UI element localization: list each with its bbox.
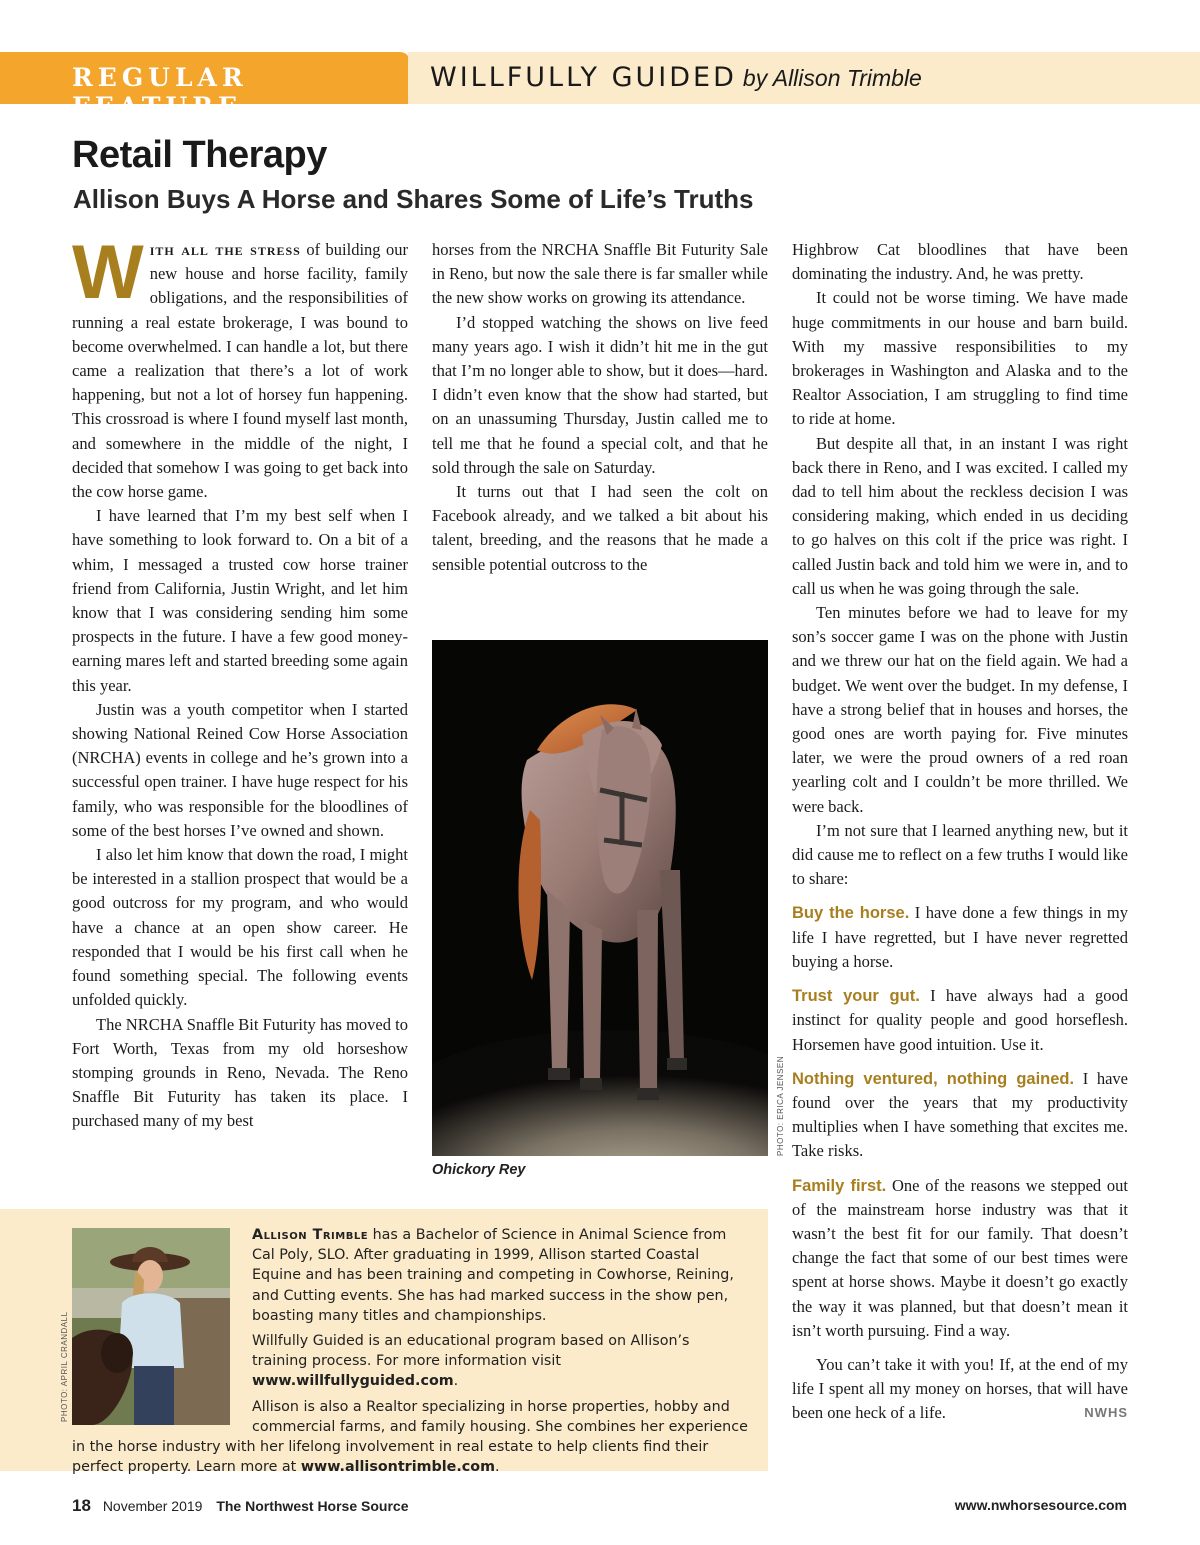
horse-photo-illustration [432, 640, 768, 1156]
page-number: 18 [72, 1496, 91, 1515]
truth-body: One of the reasons we stepped out of the mainstream horse industry was that it wasn’t the best fit for our family. That doesn’t change the fact that some of our best times were spent at horse shows. Maybe it doesn’t go exactly the way it was planned, but that doesn’t mean it isn’t worth pursuing. Find a way. [792, 1175, 1128, 1340]
closing-text: You can’t take it with you! If, at the end of my life I spent all my money on horses, that will have been one heck of a life. [792, 1354, 1128, 1423]
article-column-1 [72, 230, 408, 1134]
author-bio-text [72, 1225, 748, 1482]
paragraph-7-continued: Highbrow Cat bloodlines that have been dominating the industry. And, he was pretty. [792, 240, 1128, 284]
author-photo-credit: PHOTO: APRIL CRANDALL [60, 1311, 69, 1422]
paragraph-10: Ten minutes before we had to leave for my son’s soccer game I was on the phone with Justin and we threw our hat on the field again. We had a budget. We went over the budget. In my defense, I have a strong belief that in houses and horses, the good ones are worth paying for. Five minutes later, we were the proud owners of a red roan yearling colt and I couldn’t be more thrilled. We were back. [792, 603, 1128, 816]
truth-body: I have always had a good instinct for quality people and good horseflesh. Horsemen have good intuition. Use it. [792, 986, 1129, 1054]
issue-date: November 2019 [102, 1498, 203, 1514]
horse-photo [432, 640, 768, 1156]
paragraph-8: It could not be worse timing. We have made huge commitments in our house and barn build. With my massive responsibilities to my brokerages in Washington and Alaska and to the Realtor Association, I am struggling to find time to ride at home. [792, 288, 1128, 429]
truth-item [792, 984, 1128, 1057]
article-title: Retail Therapy [72, 134, 327, 176]
page-footer [72, 1496, 1127, 1516]
truth-item [792, 1067, 1128, 1164]
article-column-2 [432, 238, 768, 628]
bio-paragraph-1-text: has a Bachelor of Science in Animal Science from Cal Poly, SLO. After graduating in 1999, Allison started Coastal Equine and has been training and competing in Cowhorse, Reining, and Cutting events. She has had marked success in the show pen, boasting many titles and championships. [252, 1227, 734, 1324]
truth-body: I have found over the years that my productivity multiplies when I have something that excites me. Take risks. [792, 1068, 1128, 1161]
photo-credit: PHOTO: ERICA JENSEN [776, 1055, 785, 1156]
closing-paragraph [792, 1353, 1128, 1426]
lead-in: ith all the stress [149, 240, 301, 259]
truth-body: I have done a few things in my life I have regretted, but I have never regretted buying a horse. [792, 903, 1128, 971]
bio-paragraph-3-text: Allison is also a Realtor specializing in horse properties, hobby and commercial farms, and family housing. She combines her experience in the horse industry with her lifelong involvement in real estate to help clients find their perfect property. Learn more at [72, 1398, 748, 1476]
paragraph-9: But despite all that, in an instant I was right back there in Reno, and I was excited. I called my dad to tell him about the reckless decision I was considering making, which ended in us deciding to go halves on this colt if the price was right. I called Justin back and told him we were in, and to call us when he was going through the sale. [792, 433, 1128, 598]
paragraph-5: The NRCHA Snaffle Bit Futurity has moved to Fort Worth, Texas from my old horseshow stomping grounds in Reno, Nevada. The Reno Snaffle Bit Futurity has taken its place. I purchased many of my best [72, 1014, 408, 1131]
banner-orange-tab [0, 52, 410, 121]
bio-paragraph-3-end: . [494, 1459, 500, 1476]
drop-cap: W [72, 230, 144, 315]
truth-item [792, 901, 1128, 974]
truth-heading: Nothing ventured, nothing gained. [792, 1069, 1075, 1088]
photo-caption: Ohickory Rey [432, 1162, 526, 1178]
paragraph-1-text: of building our new house and horse facility, family obligations, and the responsibilities of running a real estate brokerage, I was bound to become overwhelmed. I can handle a lot, but there came a realization that there’s a lot of work happening, but not a lot of horsey fun happening. This crossroad is where I found myself last month, and somewhere in the middle of the night, I decided that somehow I was going to get back into the cow horse game. [72, 240, 408, 502]
truth-item [792, 1174, 1128, 1343]
bio-paragraph-2-end: . [453, 1373, 459, 1390]
publication-website-link[interactable]: www.nwhorsesource.com [954, 1497, 1127, 1513]
paragraph-11: I’m not sure that I learned anything new, but it did cause me to reflect on a few truths I would like to share: [792, 820, 1128, 889]
paragraph-7: It turns out that I had seen the colt on Facebook already, and we talked a bit about his talent, breeding, and the reasons that he made a sensible potential outcross to the [432, 482, 768, 574]
article-subtitle: Allison Buys A Horse and Shares Some of Life’s Truths [73, 184, 754, 214]
series-title [430, 62, 922, 93]
truth-heading: Trust your gut. [792, 987, 920, 1006]
section-banner [0, 52, 1200, 121]
section-kicker: REGULAR FEATURE [72, 63, 248, 121]
paragraph-5-continued: horses from the NRCHA Snaffle Bit Futurity Sale in Reno, but now the sale there is far smaller while the new show works on growing its attendance. [432, 240, 768, 308]
paragraph-4: I also let him know that down the road, I might be interested in a stallion prospect that would be a good outcross for my program, and who would have a chance at an open show career. He responded that I would be his first call when he found something special. The following events unfolded quickly. [72, 845, 408, 1010]
article-column-3 [792, 238, 1128, 1426]
truth-heading: Family first. [792, 1176, 887, 1195]
bio-paragraph-2-text: Willfully Guided is an educational program based on Allison’s training process. For more information visit [252, 1333, 690, 1370]
signoff-mark: NWHS [1084, 1405, 1128, 1421]
paragraph-1 [72, 230, 408, 504]
truth-heading: Buy the horse. [792, 904, 910, 923]
publication-name: The Northwest Horse Source [216, 1498, 409, 1514]
author-byline: by Allison Trimble [742, 65, 922, 91]
paragraph-2: I have learned that I’m my best self when I have something to look forward to. On a bit of a whim, I messaged a trusted cow horse trainer friend from California, Justin Wright, and let him know that I was considering sending him some prospects in the future. I have a few good money-earning mares left and started breeding some again this year. [72, 506, 408, 695]
bio-photo-spacer [72, 1225, 252, 1428]
author-name: Allison Trimble [252, 1227, 369, 1243]
series-name: WILLFULLY GUIDED [430, 62, 737, 93]
paragraph-6: I’d stopped watching the shows on live feed many years ago. I wish it didn’t hit me in the gut that I’m no longer able to show, but it does—hard. I didn’t even know that the show had started, but on an unassuming Thursday, Justin called me to tell me that he found a special colt, and that he sold through the sale on Saturday. [432, 312, 768, 477]
allisontrimble-link[interactable]: www.allisontrimble.com [300, 1459, 495, 1476]
willfullyguided-link[interactable]: www.willfullyguided.com [252, 1373, 454, 1390]
paragraph-3: Justin was a youth competitor when I started showing National Reined Cow Horse Association (NRCHA) events in college and he’s grown into a successful open trainer. I have huge respect for his family, who was responsible for the bloodlines of some of the best horses I’ve owned and shown. [72, 699, 408, 840]
